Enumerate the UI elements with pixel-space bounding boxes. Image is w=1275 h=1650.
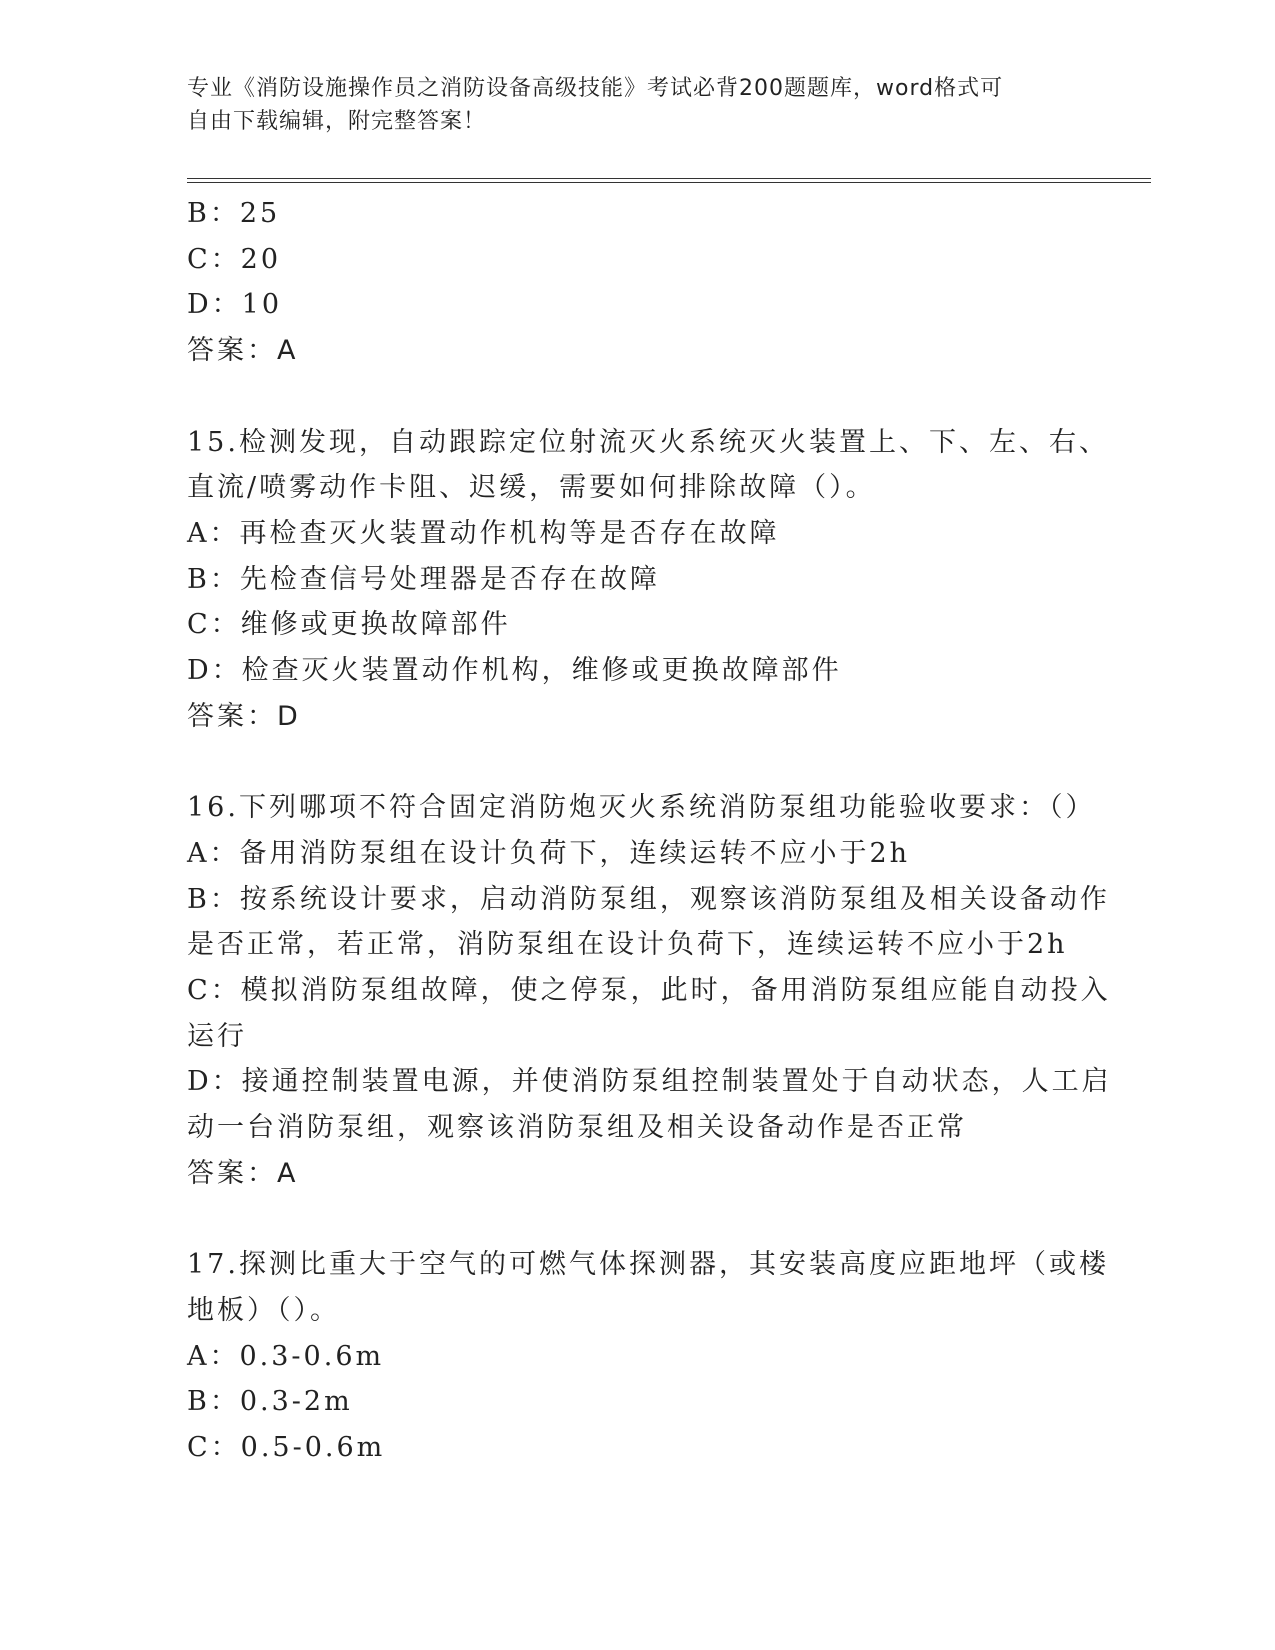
question-text-line-1: 17.探测比重大于空气的可燃气体探测器，其安装高度应距地坪（或楼 [187,1249,1109,1281]
question-text-line-2: 直流/喷雾动作卡阻、迟缓，需要如何排除故障（）。 [187,472,876,504]
option-c-line-1: C：模拟消防泵组故障，使之停泵，此时，备用消防泵组应能自动投入 [187,974,1111,1006]
option-c-line-2: 运行 [187,1020,247,1052]
option-a: A：0.3-0.6m [187,1340,385,1372]
option-b: B：0.3-2m [187,1386,353,1418]
option-c: C：维修或更换故障部件 [187,609,511,641]
option-d-line-2: 动一台消防泵组，观察该消防泵组及相关设备动作是否正常 [187,1112,967,1144]
option-b-line-1: B：按系统设计要求，启动消防泵组，观察该消防泵组及相关设备动作 [187,883,1110,915]
option-c: C：0.5-0.6m [187,1431,386,1463]
header-rule-bottom [187,182,1151,183]
spacer [187,739,1087,785]
option-b: B：先检查信号处理器是否存在故障 [187,563,660,595]
header-rule-top [187,178,1151,179]
question-17 [187,1242,1109,1471]
option-b: B：25 [187,198,281,229]
question-15 [187,420,1109,740]
option-d-line-1: D：接通控制装置电源，并使消防泵组控制装置处于自动状态，人工启 [187,1066,1112,1098]
header-line-1: 专业《消防设施操作员之消防设备高级技能》考试必背200题题库，word格式可 [187,76,1004,101]
question-content [187,191,1112,1471]
question-block-prev [187,191,1087,374]
answer-line: 答案：D [187,700,301,732]
option-d: D：检查灭火装置动作机构，维修或更换故障部件 [187,655,842,687]
question-text-line-1: 15.检测发现，自动跟踪定位射流灭火系统灭火装置上、下、左、右、 [187,426,1109,458]
question-16 [187,785,1112,1196]
answer-line: 答案：A [187,1157,299,1189]
option-a: A：再检查灭火装置动作机构等是否存在故障 [187,517,780,549]
question-text-line-1: 16.下列哪项不符合固定消防炮灭火系统消防泵组功能验收要求：（） [187,792,1096,824]
answer-line: 答案：A [187,335,299,367]
spacer [187,1196,1087,1242]
option-d: D：10 [187,289,283,321]
document-header [187,72,1067,138]
option-c: C：20 [187,243,282,275]
option-b-line-2: 是否正常，若正常，消防泵组在设计负荷下，连续运转不应小于2h [187,929,1068,961]
header-line-2: 自由下载编辑，附完整答案！ [187,109,487,134]
question-text-line-2: 地板）（）。 [187,1294,340,1326]
spacer [187,374,1087,420]
option-a: A：备用消防泵组在设计负荷下，连续运转不应小于2h [187,837,911,869]
